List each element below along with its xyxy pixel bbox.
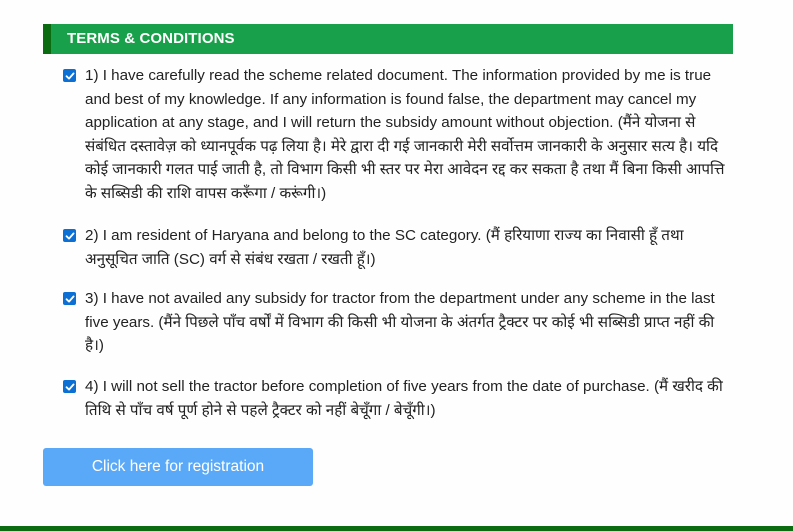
terms-header [43, 24, 733, 54]
registration-button[interactable]: Click here for registration [43, 448, 313, 486]
checkmark-icon [65, 231, 75, 241]
term-4-text: 4) I will not sell the tractor before completion of five years from the date of purchase. (मैं खरीद की तिथि से पाँच वर्ष पूर्ण होने से पहले ट्रैक्टर को नहीं बेचूँगा / बेचूँगी।) [85, 378, 723, 419]
footer-bar [0, 526, 793, 531]
checkmark-icon [65, 382, 75, 392]
term-3-text: 3) I have not availed any subsidy for tractor from the department under any scheme in the last five years. (मैंने पिछले पाँच वर्षों में विभाग की किसी भी योजना के अंतर्गत ट्रैक्टर पर कोई भी सब्सिडी प्राप्त नहीं की है।) [85, 290, 715, 355]
term-3-checkbox[interactable] [63, 292, 76, 305]
term-2-checkbox[interactable] [63, 229, 76, 242]
term-1-checkbox[interactable] [63, 69, 76, 82]
term-2-text: 2) I am resident of Haryana and belong to the SC category. (मैं हरियाणा राज्य का निवासी हूँ तथा अनुसूचित जाति (SC) वर्ग से संबंध रखता / रखती हूँ।) [85, 227, 684, 268]
checkmark-icon [65, 294, 75, 304]
term-1-text: 1) I have carefully read the scheme related document. The information provided by me is true and best of my knowledge. If any information is found false, the department may cancel my application at any stage, and I will return the subsidy amount without objection. (मैंने योजना से संबंधित दस्तावेज़ को ध्यानपूर्वक पढ़ लिया है। मेरे द्वारा दी गई जानकारी मेरी सर्वोत्तम जानकारी के अनुसार सत्य है। यदि कोई जानकारी गलत पाई जाती है, तो विभाग किसी भी स्तर पर मेरा आवेदन रद्द कर सकता है तथा मैं बिना किसी आपत्ति के सब्सिडी की राशि वापस करूँगा / करूंगी।) [85, 67, 725, 202]
checkmark-icon [65, 71, 75, 81]
term-4-checkbox[interactable] [63, 380, 76, 393]
terms-title: TERMS & CONDITIONS [67, 30, 235, 47]
